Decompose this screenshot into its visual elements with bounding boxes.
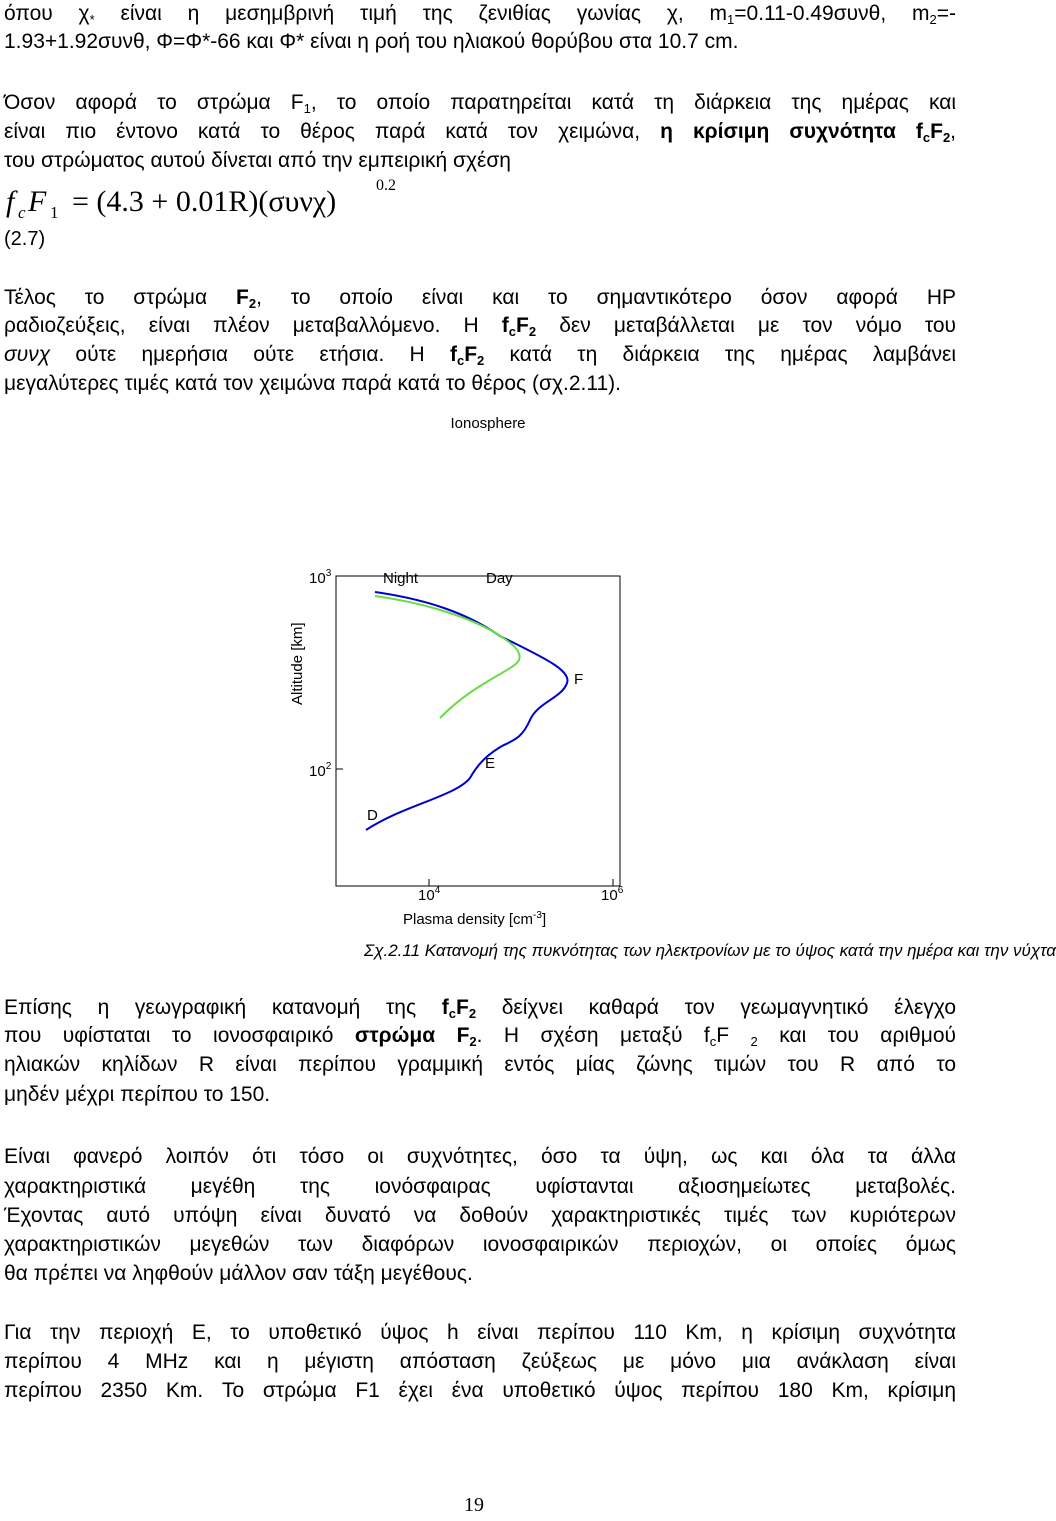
text-span: Τέλος το στρώμα (4, 286, 237, 309)
text-line: περίπου 2350 Km. Το στρώμα F1 έχει ένα υποθετικό ύψος περίπου 180 Km, κρίσιμη (4, 1379, 956, 1402)
subscript: c (508, 324, 517, 339)
text-line (4, 120, 956, 144)
xtick-label-1e4: $10^4$ (418, 885, 441, 904)
subscript: 2 (248, 296, 257, 311)
bold-text: f (441, 996, 449, 1019)
text-span: δείχνει καθαρά τον γεωμαγνητικό έλεγχο (476, 996, 956, 1019)
text-line: μεγαλύτερες τιμές κατά τον χειμώνα παρά κατά το θέρος (σχ.2.11). (4, 372, 621, 395)
bold-text: f (449, 343, 457, 366)
bold-text: F (236, 286, 249, 309)
day-curve (366, 592, 568, 830)
text-span: κατά τη διάρκεια της ημέρας λαμβάνει (484, 343, 956, 366)
text-line: περίπου 4 MHz και η μέγιστη απόσταση ζεύξεως με μόνο μια ανάκλαση είναι (4, 1350, 956, 1373)
text-line: Για την περιοχή Ε, το υποθετικό ύψος h είναι περίπου 110 Km, η κρίσιμη συχνότητα (4, 1321, 956, 1344)
eq-F: F (28, 185, 47, 218)
text-span: Επίσης η γεωγραφική κατανομή της (4, 996, 442, 1019)
figure-title: Ionosphere (450, 415, 526, 432)
text-line: χαρακτηριστικών μεγεθών των διαφόρων ιονοσφαιρικών περιοχών, οι οποίες όμως (4, 1233, 956, 1256)
text-line (4, 1024, 956, 1048)
x-axis-label: Plasma density $[cm^{-3}]$ (403, 910, 547, 928)
text-span: είναι η μεσημβρινή τιμή της ζενιθίας γωνίας χ, m (94, 2, 728, 25)
text-line: μηδέν μέχρι περίπου το 150. (4, 1083, 271, 1106)
text-line: Είναι φανερό λοιπόν ότι τόσο οι συχνότητες, όσο τα ύψη, ως και όλα τα άλλα (4, 1145, 956, 1168)
subscript: 2 (942, 130, 951, 145)
text-line: Έχοντας αυτό υπόψη είναι δυνατό να δοθούν χαρακτηριστικές τιμές των κυριότερων (4, 1204, 956, 1227)
text-line: του στρώματος αυτού δίνεται από την εμπειρική σχέση (4, 149, 511, 172)
text-line: χαρακτηριστικά μεγέθη της ιονόσφαιρας υφίστανται αξιοσημείωτες μεταβολές. (4, 1175, 956, 1198)
text-span: είναι πιο έντονο κατά το θέρος παρά κατά τον χειμώνα, (4, 120, 661, 143)
text-line (4, 343, 956, 367)
italic-text: συνχ (4, 343, 51, 366)
label-f: F (574, 671, 584, 688)
subscript: c (709, 1034, 717, 1049)
text-span: =0.11-0.49συνθ, m (734, 2, 930, 25)
text-span: , το οποίο είναι και το σημαντικότερο όσον αφορά HP (256, 286, 956, 309)
text-span: ραδιοζεύξεις, είναι πλέον μεταβαλλόμενο. Η (4, 314, 502, 337)
ionosphere-figure (280, 410, 660, 940)
text-line (4, 996, 956, 1020)
eq-exponent: 0.2 (376, 177, 396, 194)
subscript: 2 (469, 1034, 477, 1049)
bold-text: F (456, 996, 469, 1019)
subscript: c (922, 130, 931, 145)
text-span: όπου χ (4, 2, 90, 25)
label-e: E (485, 755, 496, 772)
bold-text: f (501, 314, 509, 337)
label-day: Day (486, 570, 513, 587)
bold-text: η κρίσιμη συχνότητα f (660, 120, 923, 143)
text-span: . Η σχέση μεταξύ f (476, 1024, 710, 1047)
text-line (4, 2, 956, 26)
text-line: 1.93+1.92συνθ, Φ=Φ*-66 και Φ* είναι η ροή του ηλιακού θορύβου στα 10.7 cm. (4, 30, 739, 53)
text-span: =- (936, 2, 956, 25)
subscript: 2 (528, 324, 537, 339)
subscript: 2 (929, 12, 937, 27)
subscript: 2 (477, 353, 485, 368)
text-span: και του αριθμού (757, 1024, 956, 1047)
text-span: F (716, 1024, 751, 1047)
subscript: 2 (468, 1006, 477, 1021)
subscript: 1 (727, 12, 735, 27)
subscript: c (448, 1006, 456, 1021)
text-span: που υφίσταται το ιονοσφαιρικό (4, 1024, 355, 1047)
text-line (4, 314, 956, 338)
text-span: δεν μεταβάλλεται με τον νόμο του (536, 314, 956, 337)
text-span: Όσον αφορά το στρώμα F (4, 91, 304, 114)
bold-text: στρώμα F (354, 1024, 470, 1047)
ytick-label-1000: $10^3$ (309, 568, 332, 587)
text-line (4, 91, 956, 115)
bold-text: F (930, 120, 943, 143)
text-span: ούτε ημερήσια ούτε ετήσια. Η (50, 343, 450, 366)
night-curve (375, 596, 520, 718)
figure-caption: Σχ.2.11 Κατανομή της πυκνότητας των ηλεκτρονίων με το ύψος κατά την ημέρα και την νύχτα (364, 941, 1056, 960)
text-span: , το οποίο παρατηρείται κατά τη διάρκεια της ημέρας και (310, 91, 957, 114)
subscript: 1 (303, 101, 311, 116)
subscript: * (89, 12, 95, 27)
subscript: 2 (750, 1034, 758, 1049)
subscript: c (456, 353, 465, 368)
eq-sub-c: c (18, 203, 26, 222)
ytick-label-100: $10^2$ (309, 761, 332, 780)
y-axis-label: Altitude [km] (289, 622, 306, 705)
text-line (4, 286, 956, 310)
label-night: Night (383, 570, 419, 587)
label-d: D (367, 807, 378, 824)
text-line: θα πρέπει να ληφθούν μάλλον σαν τάξη μεγέθους. (4, 1262, 473, 1285)
bold-text: F (516, 314, 529, 337)
xtick-label-1e6: $10^6$ (601, 885, 624, 904)
page-number: 19 (464, 1494, 484, 1516)
eq-f: f (6, 185, 15, 218)
bold-text: F (464, 343, 478, 366)
text-span: , (950, 120, 957, 143)
equation (6, 177, 426, 225)
eq-sub-1: 1 (50, 203, 59, 222)
text-line: ηλιακών κηλίδων R είναι περίπου γραμμική εντός μίας ζώνης τιμών του R από το (4, 1053, 956, 1076)
equation-number: (2.7) (4, 228, 46, 250)
eq-rhs: = (4.3 + 0.01R)(συνχ) (72, 185, 337, 218)
